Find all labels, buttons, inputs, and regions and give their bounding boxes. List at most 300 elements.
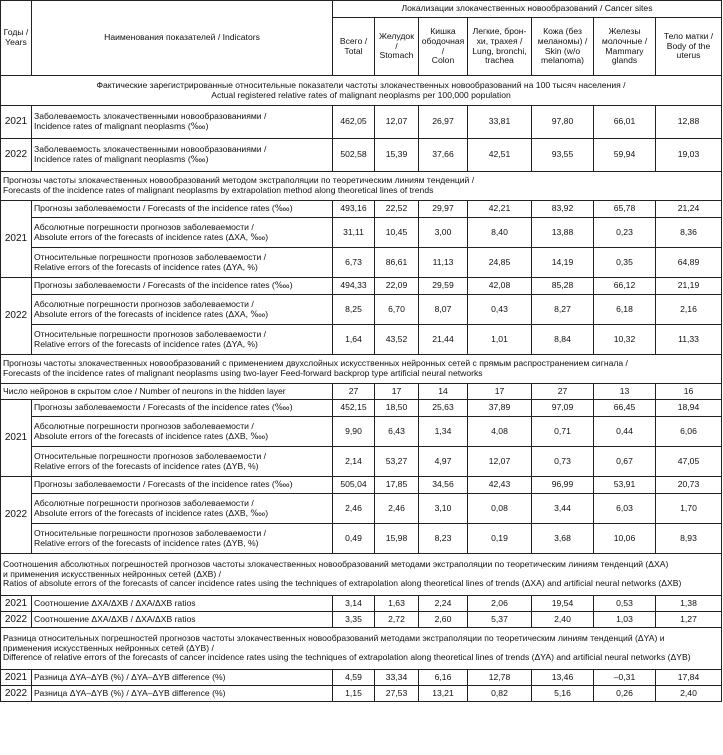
value-cell-line: 66,01	[613, 116, 636, 127]
value-cell	[594, 494, 656, 524]
value-cell-line: 6,03	[616, 502, 633, 513]
section-title-line: Прогнозы частоты злокачественных новообразований методом экстраполяции по теоретическим линиям тенденций /	[3, 175, 475, 186]
site-header-line: trachea	[485, 55, 514, 66]
value-cell	[594, 447, 656, 477]
value-cell	[594, 278, 656, 295]
indicator-cell	[32, 417, 333, 447]
value-cell-line: 25,63	[432, 402, 454, 413]
value-cell	[333, 596, 375, 612]
value-cell	[375, 417, 419, 447]
site-header-line: Colon	[431, 55, 455, 66]
value-cell-line: 0,23	[616, 226, 633, 237]
value-cell-line: 43,52	[385, 333, 408, 344]
value-cell-line: 97,80	[551, 116, 574, 127]
value-cell	[375, 686, 419, 702]
indicator-cell-line: Абсолютные погрешности прогнозов заболеваемости /	[34, 420, 254, 431]
value-cell	[594, 106, 656, 139]
indicator-cell	[32, 139, 333, 172]
value-cell-line: 17,84	[677, 671, 700, 682]
year-cell	[1, 670, 32, 686]
value-cell-line: 16	[683, 385, 694, 396]
value-cell-line: 8,36	[680, 226, 697, 237]
site-header-line: Всего /	[339, 35, 368, 46]
value-cell	[375, 248, 419, 278]
value-cell-line: 1,15	[345, 687, 362, 698]
value-cell-line: 14,19	[551, 256, 574, 267]
value-cell-line: 20,73	[677, 479, 700, 490]
site-header-line: хи, трахея /	[476, 35, 523, 46]
value-cell	[468, 218, 532, 248]
value-cell	[419, 139, 468, 172]
value-cell	[333, 417, 375, 447]
indicator-cell-line: Разница ΔYA–ΔYB (%) / ΔYA–ΔYB difference (%)	[34, 671, 226, 682]
value-cell	[333, 494, 375, 524]
value-cell-line: 10,06	[613, 532, 636, 543]
value-cell	[656, 417, 722, 447]
value-cell-line: 21,24	[677, 203, 700, 214]
table-row	[1, 295, 722, 325]
indicator-cell	[32, 524, 333, 554]
table-row	[1, 417, 722, 447]
indicator-cell-line: Прогнозы заболеваемости / Forecasts of the incidence rates (‱)	[34, 402, 293, 413]
indicator-cell-line: Relative errors of the forecasts of incidence rates (ΔYA, %)	[34, 338, 258, 349]
value-cell-line: 8,25	[345, 303, 362, 314]
section-title-line: Прогнозы частоты злокачественных новообразований с применением двухслойных искусственных нейронных сетей с прямым распространением сигнала /	[3, 358, 628, 369]
value-cell-line: 10,45	[385, 226, 408, 237]
indicators-header	[32, 1, 333, 76]
section-title-line: Разница относительных погрешностей прогнозов частоты злокачественных новообразований методами экстраполяции по теоретическим линиям тенденций (ΔYA) и	[3, 632, 665, 643]
indicator-cell-line: Incidence rates of malignant neoplasms (‱)	[34, 121, 209, 131]
value-cell	[375, 596, 419, 612]
value-cell	[419, 417, 468, 447]
site-header	[333, 18, 375, 76]
value-cell	[656, 596, 722, 612]
cancer-sites-header	[333, 1, 722, 18]
value-cell	[468, 278, 532, 295]
value-cell-line: 66,45	[613, 402, 636, 413]
value-cell-line: 8,27	[554, 303, 571, 314]
value-cell-line: 64,89	[677, 256, 700, 267]
value-cell	[656, 106, 722, 139]
value-cell-line: 83,92	[551, 203, 574, 214]
indicator-cell	[32, 201, 333, 218]
table-row	[1, 278, 722, 295]
value-cell	[375, 218, 419, 248]
value-cell	[375, 477, 419, 494]
value-cell-line: 1,27	[680, 613, 697, 624]
value-cell	[468, 248, 532, 278]
value-cell	[594, 477, 656, 494]
value-cell-line: 97,09	[551, 402, 574, 413]
year-cell-line: 2022	[4, 149, 28, 161]
year-cell-line: 2022	[4, 509, 28, 521]
site-header-line: melanoma)	[541, 55, 584, 66]
value-cell	[468, 670, 532, 686]
cancer-sites-header-line: Локализации злокачественных новообразований / Cancer sites	[401, 3, 653, 14]
section-title	[1, 76, 722, 106]
indicator-cell	[32, 278, 333, 295]
value-cell-line: 27	[557, 385, 568, 396]
site-header-line: Mammary	[605, 45, 644, 56]
value-cell-line: 5,16	[554, 687, 571, 698]
value-cell-line: 6,16	[434, 671, 452, 682]
year-cell	[1, 400, 32, 477]
value-cell-line: 2,72	[388, 613, 405, 624]
value-cell-line: 12,07	[488, 455, 511, 466]
section-title-line: Ratios of absolute errors of the forecasts of cancer incidence rates using the techniques of extrapolation along theoretical lines of trends (ΔXA) and artificial neural networks (ΔXB)	[3, 578, 682, 589]
value-cell	[594, 612, 656, 628]
value-cell	[656, 325, 722, 355]
neurons-label-line: Число нейронов в скрытом слое / Number of neurons in the hidden layer	[3, 385, 286, 396]
value-cell	[419, 218, 468, 248]
value-cell-line: 19,54	[551, 597, 574, 608]
table-row	[1, 106, 722, 139]
table-row	[1, 477, 722, 494]
site-header	[532, 18, 594, 76]
section-title-line: применения искусственных нейронных сетей (ΔYB) /	[3, 642, 214, 653]
value-cell-line: 0,49	[345, 532, 362, 543]
indicator-cell	[32, 596, 333, 612]
value-cell	[333, 384, 375, 400]
value-cell-line: 0,43	[491, 303, 508, 314]
indicator-cell-line: Заболеваемость злокачественными новообразованиями /	[34, 111, 267, 122]
value-cell-line: 1,34	[434, 425, 452, 436]
site-header-line: Skin (w/o	[544, 45, 581, 56]
value-cell-line: 47,05	[677, 455, 700, 466]
indicator-cell	[32, 494, 333, 524]
value-cell	[468, 139, 532, 172]
section-title-row	[1, 76, 722, 106]
table-row	[1, 325, 722, 355]
value-cell	[375, 447, 419, 477]
value-cell-line: 65,78	[613, 203, 636, 214]
indicator-cell	[32, 218, 333, 248]
section-title	[1, 628, 722, 670]
value-cell-line: 8,93	[680, 532, 697, 543]
site-header-line: Lung, bronchi,	[472, 45, 527, 56]
indicator-cell	[32, 670, 333, 686]
value-cell	[419, 106, 468, 139]
value-cell	[532, 106, 594, 139]
value-cell	[333, 686, 375, 702]
value-cell	[594, 295, 656, 325]
value-cell-line: 21,44	[432, 333, 454, 344]
value-cell	[532, 278, 594, 295]
indicator-cell-line: Incidence rates of malignant neoplasms (‱)	[34, 154, 209, 164]
value-cell	[594, 417, 656, 447]
indicator-cell-line: Relative errors of the forecasts of incidence rates (ΔYB, %)	[34, 460, 259, 471]
value-cell-line: 31,11	[343, 226, 364, 237]
value-cell	[656, 295, 722, 325]
value-cell-line: 6,06	[680, 425, 697, 436]
value-cell-line: 26,97	[432, 116, 454, 127]
value-cell	[375, 400, 419, 417]
table-row	[1, 494, 722, 524]
value-cell-line: 0,73	[554, 455, 571, 466]
year-cell	[1, 139, 32, 172]
value-cell	[594, 201, 656, 218]
neurons-row	[1, 384, 722, 400]
value-cell-line: 27,53	[385, 687, 408, 698]
value-cell-line: 462,05	[340, 116, 367, 127]
indicator-cell-line: Относительные погрешности прогнозов заболеваемости /	[34, 328, 267, 339]
value-cell	[419, 524, 468, 554]
value-cell-line: 2,60	[434, 613, 452, 624]
site-header-line: ободочная /	[421, 35, 465, 56]
value-cell-line: 9,90	[345, 425, 362, 436]
value-cell	[468, 596, 532, 612]
value-cell	[532, 417, 594, 447]
site-header-line: Железы	[608, 25, 641, 36]
value-cell-line: 34,56	[432, 479, 454, 490]
site-header	[656, 18, 722, 76]
value-cell	[594, 139, 656, 172]
value-cell-line: 13,21	[432, 687, 454, 698]
indicator-cell-line: Относительные погрешности прогнозов заболеваемости /	[34, 251, 267, 262]
value-cell-line: 10,32	[613, 333, 636, 344]
indicator-cell-line: Absolute errors of the forecasts of incidence rates (ΔXB, ‱)	[34, 507, 269, 518]
value-cell	[532, 494, 594, 524]
value-cell	[333, 218, 375, 248]
value-cell-line: 29,97	[432, 203, 454, 214]
value-cell-line: 0,82	[491, 687, 508, 698]
value-cell-line: 13	[619, 385, 630, 396]
value-cell-line: 21,19	[677, 280, 700, 291]
value-cell	[594, 524, 656, 554]
year-cell-line: 2022	[4, 613, 28, 625]
value-cell-line: 33,81	[488, 116, 511, 127]
value-cell-line: 42,43	[488, 479, 511, 490]
section-title-line: Difference of relative errors of the forecasts of cancer incidence rates using the techniques of extrapolation along theoretical lines of trends (ΔYA) and artificial neural networks (ΔYB)	[3, 652, 691, 663]
value-cell-line: 4,97	[434, 455, 452, 466]
value-cell-line: 0,19	[491, 532, 508, 543]
value-cell-line: 15,98	[385, 532, 408, 543]
value-cell	[333, 670, 375, 686]
value-cell	[375, 295, 419, 325]
value-cell-line: 14	[438, 385, 448, 396]
value-cell	[375, 201, 419, 218]
value-cell	[375, 612, 419, 628]
value-cell	[656, 139, 722, 172]
value-cell	[468, 106, 532, 139]
site-header-line: glands	[611, 55, 638, 66]
year-cell	[1, 278, 32, 355]
value-cell-line: 18,94	[677, 402, 700, 413]
value-cell	[532, 295, 594, 325]
year-cell	[1, 106, 32, 139]
value-cell-line: 3,10	[434, 502, 452, 513]
value-cell-line: 1,64	[345, 333, 362, 344]
value-cell-line: 3,14	[345, 597, 362, 608]
value-cell	[532, 686, 594, 702]
value-cell	[375, 524, 419, 554]
value-cell-line: 1,63	[388, 597, 405, 608]
value-cell	[656, 400, 722, 417]
value-cell	[375, 494, 419, 524]
year-cell-line: 2021	[4, 432, 28, 444]
year-cell-line: 2021	[4, 233, 28, 245]
value-cell	[333, 400, 375, 417]
value-cell	[419, 248, 468, 278]
value-cell-line: 8,23	[434, 532, 452, 543]
value-cell	[532, 248, 594, 278]
value-cell	[532, 524, 594, 554]
value-cell	[656, 384, 722, 400]
table-row	[1, 686, 722, 702]
value-cell-line: 12,07	[385, 116, 408, 127]
value-cell	[468, 686, 532, 702]
value-cell	[375, 325, 419, 355]
indicator-cell	[32, 686, 333, 702]
site-header-line: Тело матки /	[663, 30, 714, 41]
years-header-line: Годы /	[3, 27, 29, 38]
indicator-cell	[32, 447, 333, 477]
value-cell	[532, 670, 594, 686]
value-cell	[419, 400, 468, 417]
value-cell-line: 1,01	[491, 333, 508, 344]
value-cell-line: 17	[494, 385, 505, 396]
value-cell	[656, 686, 722, 702]
indicator-cell-line: Относительные погрешности прогнозов заболеваемости /	[34, 450, 267, 461]
value-cell	[333, 201, 375, 218]
indicator-cell	[32, 477, 333, 494]
site-header-line: меланомы) /	[537, 35, 588, 46]
value-cell	[656, 612, 722, 628]
section-title-row	[1, 628, 722, 670]
year-cell	[1, 686, 32, 702]
value-cell	[333, 612, 375, 628]
year-cell	[1, 596, 32, 612]
value-cell-line: 6,70	[388, 303, 405, 314]
value-cell	[656, 201, 722, 218]
site-header	[594, 18, 656, 76]
value-cell	[419, 201, 468, 218]
indicator-cell-line: Прогнозы заболеваемости / Forecasts of the incidence rates (‱)	[34, 280, 293, 291]
value-cell	[333, 278, 375, 295]
year-cell-line: 2022	[4, 687, 28, 699]
value-cell	[333, 325, 375, 355]
value-cell	[594, 325, 656, 355]
value-cell	[419, 612, 468, 628]
site-header-line: Stomach	[379, 50, 414, 61]
value-cell-line: 502,58	[340, 149, 367, 160]
value-cell-line: 6,73	[345, 256, 362, 267]
value-cell-line: 11,33	[678, 333, 699, 344]
value-cell-line: 66,12	[613, 280, 636, 291]
value-cell-line: 37,66	[432, 149, 454, 160]
indicator-cell-line: Соотношение ΔXA/ΔXB / ΔXA/ΔXB ratios	[34, 597, 196, 608]
value-cell	[594, 248, 656, 278]
value-cell-line: 3,00	[434, 226, 452, 237]
value-cell	[468, 447, 532, 477]
section-title	[1, 355, 722, 384]
value-cell	[468, 612, 532, 628]
value-cell	[468, 384, 532, 400]
year-cell	[1, 612, 32, 628]
indicator-cell-line: Абсолютные погрешности прогнозов заболеваемости /	[34, 497, 254, 508]
site-header-line: Кишка	[430, 25, 456, 36]
value-cell-line: 493,16	[340, 203, 367, 214]
value-cell	[532, 201, 594, 218]
site-header	[375, 18, 419, 76]
value-cell-line: –0,31	[613, 671, 636, 682]
value-cell	[333, 524, 375, 554]
value-cell	[656, 670, 722, 686]
section-title-line: Forecasts of the incidence rates of malignant neoplasms using two-layer Feed-forward backprop type artificial neural networks	[3, 368, 483, 378]
value-cell-line: 2,24	[434, 597, 452, 608]
value-cell	[656, 494, 722, 524]
value-cell	[656, 218, 722, 248]
site-header-line: Body of the	[666, 40, 711, 51]
value-cell	[656, 278, 722, 295]
value-cell-line: 1,70	[680, 502, 697, 513]
value-cell-line: 22,09	[385, 280, 408, 291]
indicator-cell-line: Absolute errors of the forecasts of incidence rates (ΔXA, ‱)	[34, 308, 269, 319]
indicator-cell-line: Абсолютные погрешности прогнозов заболеваемости /	[34, 298, 254, 309]
year-cell-line: 2021	[4, 116, 28, 128]
value-cell-line: 15,39	[385, 149, 408, 160]
value-cell-line: 5,37	[491, 613, 508, 624]
value-cell	[468, 295, 532, 325]
value-cell-line: 8,40	[491, 226, 508, 237]
indicator-cell-line: Разница ΔYA–ΔYB (%) / ΔYA–ΔYB difference (%)	[34, 687, 226, 698]
value-cell-line: 6,43	[388, 425, 405, 436]
value-cell-line: 4,59	[345, 671, 362, 682]
site-header-line: Желудок /	[379, 30, 414, 51]
section-title-row	[1, 172, 722, 201]
indicator-cell	[32, 106, 333, 139]
indicator-cell-line: Absolute errors of the forecasts of incidence rates (ΔXB, ‱)	[34, 430, 269, 441]
indicator-cell-line: Relative errors of the forecasts of incidence rates (ΔYB, %)	[34, 537, 259, 548]
value-cell-line: 12,88	[677, 116, 700, 127]
value-cell	[532, 400, 594, 417]
value-cell	[333, 295, 375, 325]
table-row	[1, 400, 722, 417]
value-cell	[419, 477, 468, 494]
value-cell-line: 33,34	[385, 671, 408, 682]
indicator-cell	[32, 400, 333, 417]
year-cell-line: 2021	[4, 597, 28, 609]
value-cell-line: 2,46	[388, 502, 405, 513]
indicator-cell	[32, 295, 333, 325]
table-row	[1, 201, 722, 218]
value-cell-line: 1,38	[680, 597, 697, 608]
value-cell-line: 3,68	[554, 532, 571, 543]
neurons-label	[1, 384, 333, 400]
value-cell	[419, 278, 468, 295]
value-cell	[375, 384, 419, 400]
value-cell	[532, 325, 594, 355]
site-header-line: Легкие, брон-	[472, 25, 527, 36]
value-cell	[594, 384, 656, 400]
value-cell-line: 6,18	[616, 303, 633, 314]
site-header-line: uterus	[676, 50, 701, 61]
value-cell-line: 505,04	[340, 479, 367, 490]
year-cell	[1, 477, 32, 554]
indicator-cell-line: Relative errors of the forecasts of incidence rates (ΔYA, %)	[34, 261, 258, 272]
value-cell	[419, 384, 468, 400]
value-cell-line: 96,99	[551, 479, 574, 490]
value-cell	[419, 686, 468, 702]
value-cell	[594, 596, 656, 612]
value-cell-line: 86,61	[385, 256, 408, 267]
value-cell-line: 42,51	[488, 149, 511, 160]
value-cell	[333, 139, 375, 172]
year-cell-line: 2022	[4, 310, 28, 322]
table-row	[1, 524, 722, 554]
value-cell-line: 22,52	[385, 203, 408, 214]
value-cell	[375, 670, 419, 686]
